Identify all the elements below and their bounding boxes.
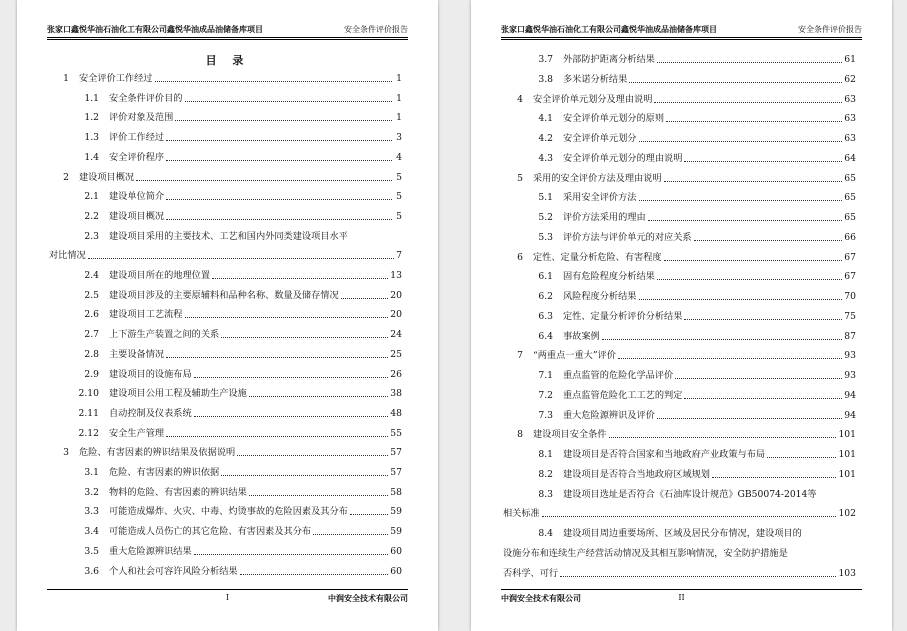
toc-entry: [503, 268, 856, 282]
header-company: 张家口鑫悦华油石油化工有限公司鑫悦华油成品油储备库项目: [501, 24, 717, 34]
toc-leader-dots: [249, 393, 388, 397]
toc-entry-page: 7: [396, 250, 402, 262]
toc-entry: [503, 150, 856, 164]
toc-entry: [503, 209, 856, 223]
toc-entry: [503, 367, 856, 381]
toc-entry-number: 1.3: [84, 132, 99, 144]
toc-entry-page: 63: [844, 133, 856, 144]
toc-entry-title: 重点监管危险化工工艺的判定: [563, 389, 683, 401]
toc-entry: [503, 110, 856, 124]
toc-entry: [49, 543, 402, 557]
toc-leader-dots: [664, 257, 843, 261]
toc-entry-page: 60: [390, 545, 402, 557]
toc-leader-dots: [194, 551, 389, 555]
toc-entry-title: 建设项目概况: [79, 171, 135, 183]
toc-entry-title: 建设项目采用的主要技术、工艺和国内外同类建设项目水平: [109, 230, 348, 242]
toc-entry: [503, 328, 856, 342]
toc-entry-number: 2.11: [78, 407, 99, 419]
toc-entry-title: 定性、定量分析评价分析结果: [563, 310, 683, 322]
toc-entry-page: 67: [844, 251, 856, 263]
toc-entry-number: 4.2: [538, 133, 553, 144]
toc-entry-page: 93: [844, 350, 856, 362]
toc-entry: [503, 71, 856, 85]
toc-entry-title: 建设项目涉及的主要原辅料和品种名称、数量及储存情况: [109, 289, 339, 301]
toc-entry-page: 66: [844, 231, 856, 243]
toc-entry-number: 3.1: [84, 467, 99, 478]
toc-entry-number: 8: [517, 429, 523, 441]
toc-entry-page: 48: [390, 407, 402, 419]
toc-entry-continuation: [503, 505, 856, 519]
toc-entry-title: 可能造成人员伤亡的其它危险、有害因素及其分布: [109, 526, 312, 538]
toc-entry-number: 2.1: [84, 191, 99, 203]
toc-entry-number: 4.1: [538, 113, 553, 125]
toc-entry-number: 4: [517, 93, 523, 105]
toc-leader-dots: [602, 336, 843, 340]
toc-entry-page: 93: [844, 370, 856, 381]
toc-entry-title: 定性、定量分析危险、有害程度: [533, 251, 662, 263]
toc-entry-page: 1: [396, 112, 402, 124]
toc-entry-number: 6.1: [538, 271, 553, 283]
toc-entry-title: 建设项目是否符合国家和当地政府产业政策与布局: [563, 449, 766, 460]
toc-entry-page: 5: [396, 171, 402, 183]
toc-entry-page: 102: [838, 508, 856, 520]
toc-entry-page: 70: [844, 291, 856, 302]
toc-entry-title: 采用安全评价方法: [563, 192, 637, 204]
toc-entry: [49, 385, 402, 399]
toc-entry-page: 57: [390, 447, 402, 459]
toc-entry-number: 4.3: [538, 152, 553, 164]
toc-entry-title: 重大危险源辨识结果: [109, 545, 192, 557]
toc-leader-dots: [341, 295, 389, 299]
toc-leader-dots: [240, 571, 389, 575]
toc-entry-page: 101: [838, 429, 856, 441]
toc-entry-number: 1.1: [84, 92, 99, 104]
toc-entry-page: 5: [396, 210, 402, 222]
toc-entry-number: 2.2: [84, 210, 99, 222]
header-report-title: 安全条件评价报告: [798, 25, 862, 34]
toc-entry: [49, 70, 402, 84]
toc-entry-number: 5.2: [538, 212, 553, 223]
toc-entry: [503, 288, 856, 302]
toc-entry: [503, 170, 856, 184]
toc-entry-title: 建设项目是否符合当地政府区域规划: [563, 468, 710, 480]
toc-leader-dots: [560, 573, 836, 577]
toc-leader-dots: [648, 217, 843, 221]
toc-entry-page: 75: [844, 310, 856, 322]
toc-entry-title: 建设项目的设施布局: [109, 368, 192, 380]
toc-entry-title: 多米诺分析结果: [563, 73, 628, 85]
toc-entry-title: 安全生产管理: [109, 427, 165, 439]
toc-leader-dots: [166, 157, 392, 161]
toc-entry-number: 2.9: [84, 368, 99, 380]
header-rule: [501, 37, 862, 40]
toc-entry-title: 建设项目选址是否符合《石油库设计规范》GB50074-2014等: [563, 488, 817, 500]
toc-entry-number: 3.7: [538, 54, 553, 65]
toc-entry: [503, 130, 856, 144]
toc-entry-title: 建设项目工艺流程: [109, 309, 183, 321]
toc-entry: [49, 208, 402, 222]
toc-entry-number: 3: [63, 447, 69, 459]
toc-entry-page: 24: [390, 329, 402, 341]
toc-entry: [49, 326, 402, 340]
toc-leader-dots: [221, 334, 388, 338]
toc-entry: [49, 523, 402, 537]
footer-rule: [47, 589, 408, 590]
toc-entry-page: 60: [390, 565, 402, 577]
toc-entry: [503, 91, 856, 105]
toc-entry-number: 1: [63, 73, 69, 84]
toc-entry-page: 61: [844, 54, 856, 65]
toc-title: 目 录: [205, 54, 250, 67]
toc-entry-number: 2.10: [78, 388, 99, 400]
toc-entry-number: 2.7: [84, 329, 99, 341]
toc-leader-dots: [194, 413, 389, 417]
toc-entry: [49, 267, 402, 281]
toc-entry-number: 7.2: [538, 389, 553, 401]
toc-leader-dots: [136, 177, 392, 181]
toc-entry-title: 主要设备情况: [109, 348, 165, 360]
toc-leader-dots: [609, 434, 837, 438]
toc-entry: [49, 503, 402, 517]
toc-entry: [49, 346, 402, 360]
toc-entry: [503, 486, 856, 500]
toc-entry: [503, 229, 856, 243]
toc-entry-number: 3.5: [84, 545, 99, 557]
toc-entry: [49, 444, 402, 458]
toc-leader-dots: [684, 316, 842, 320]
toc-entry-title: 安全评价工作经过: [79, 73, 153, 84]
toc-entry-number: 2.8: [84, 348, 99, 360]
toc-entry-page: 94: [844, 409, 856, 421]
toc-entry-number: 5.3: [538, 231, 553, 243]
toc-entry-title: 固有危险程度分析结果: [563, 271, 655, 283]
toc-entry-number: 3.2: [84, 486, 99, 498]
toc-entry-page: 63: [844, 113, 856, 125]
toc-entry-title: 评价对象及范围: [109, 112, 174, 124]
toc-leader-dots: [194, 374, 389, 378]
toc-entry-number: 6.4: [538, 330, 553, 342]
toc-entry-page: 87: [844, 330, 856, 342]
toc-entry-page: 20: [390, 289, 402, 301]
toc-entry-page: 94: [844, 389, 856, 401]
toc-leader-dots: [629, 79, 842, 83]
page-number: I: [225, 593, 230, 602]
toc-entry-page: 59: [390, 526, 402, 538]
toc-entry: [503, 446, 856, 460]
toc-entry: [503, 347, 856, 361]
toc-entry-page: 57: [390, 467, 402, 478]
toc-entry-page: 38: [390, 388, 402, 400]
toc-entry-number: 7: [517, 350, 523, 362]
toc-entry-page: 62: [844, 73, 856, 85]
toc-entry: [49, 228, 402, 242]
toc-entry: [49, 169, 402, 183]
toc-entry-title: 自动控制及仪表系统: [109, 407, 192, 419]
toc-entry-page: 65: [844, 172, 856, 184]
toc-entry-page: 67: [844, 271, 856, 283]
header-report-title: 安全条件评价报告: [344, 25, 408, 34]
toc-entry-number: 6.2: [538, 291, 553, 302]
footer-rule: [501, 589, 862, 590]
toc-leader-dots: [618, 355, 842, 359]
toc-entry-title: 评价工作经过: [109, 132, 165, 144]
toc-entry: [49, 188, 402, 202]
toc-leader-dots: [684, 158, 842, 162]
toc-entry: [49, 287, 402, 301]
toc-entry-number: 2.6: [84, 309, 99, 321]
toc-entry-number: 8.3: [538, 488, 553, 500]
toc-leader-dots: [166, 137, 392, 141]
toc-leader-dots: [221, 472, 388, 476]
toc-entry-number: 3.6: [84, 565, 99, 577]
toc-leader-dots: [657, 59, 842, 63]
toc-entry-title: 建设项目所在的地理位置: [109, 270, 211, 281]
toc-entry: [503, 525, 856, 539]
toc-entry-title-continued: 相关标准: [503, 508, 540, 520]
toc-entry-continuation: [49, 247, 402, 261]
toc-leader-dots: [249, 492, 388, 496]
toc-entry-title: 安全评价单元划分及理由说明: [533, 93, 653, 105]
page-number: II: [678, 593, 685, 602]
toc-entry-title: 建设项目周边重要场所、区域及居民分布情况，建设项目的: [563, 528, 802, 539]
toc-entry-number: 8.1: [538, 449, 553, 460]
toc-leader-dots: [166, 354, 388, 358]
toc-entry-number: 8.4: [538, 528, 553, 539]
toc-leader-dots: [212, 275, 388, 279]
toc-entry-title: 安全评价程序: [109, 151, 165, 163]
toc-entry-number: 2.3: [84, 230, 99, 242]
toc-entry: [503, 426, 856, 440]
toc-entry-page: 103: [838, 567, 856, 579]
toc-entry-number: 2.5: [84, 289, 99, 301]
toc-entry-title: 评价方法采用的理由: [563, 212, 646, 223]
toc-entry-page: 59: [390, 506, 402, 518]
toc-entry-page: 55: [390, 427, 402, 439]
toc-entry-title: 重大危险源辨识及评价: [563, 409, 655, 421]
toc-entry-number: 3.8: [538, 73, 553, 85]
toc-entry: [503, 51, 856, 65]
toc-entry-number: 2.12: [78, 427, 99, 439]
toc-leader-dots: [175, 117, 392, 121]
toc-entry-page: 63: [844, 93, 856, 105]
toc-entry: [49, 129, 402, 143]
toc-leader-dots: [666, 118, 842, 122]
toc-entry-page: 13: [390, 270, 402, 281]
toc-leader-dots: [657, 276, 842, 280]
toc-entry-title-continued: 否科学、可行: [503, 567, 559, 579]
toc-entry-title: 评价方法与评价单元的对应关系: [563, 231, 692, 243]
toc-entry: [49, 405, 402, 419]
toc-entry: [503, 308, 856, 322]
toc-entry-title: 个人和社会可容许风险分析结果: [109, 565, 238, 577]
toc-entry-title: 建设项目概况: [109, 210, 165, 222]
page-left: [17, 0, 438, 631]
toc-entry-title: 风险程度分析结果: [563, 291, 637, 302]
toc-entry-page: 5: [396, 191, 402, 203]
toc-entry-title: 危险、有害因素的辨识依据: [109, 467, 220, 478]
toc-entry: [49, 464, 402, 478]
toc-entry: [49, 425, 402, 439]
toc-entry: [503, 249, 856, 263]
toc-entry-page: 101: [838, 449, 856, 460]
toc-entry-number: 2: [63, 171, 69, 183]
toc-entry-number: 6: [517, 251, 523, 263]
toc-leader-dots: [185, 314, 389, 318]
footer-company: 中润安全技术有限公司: [328, 593, 408, 603]
toc-entry-page: 20: [390, 309, 402, 321]
toc-leader-dots: [88, 255, 394, 259]
toc-entry-page: 101: [838, 468, 856, 480]
toc-leader-dots: [542, 513, 837, 517]
toc-leader-dots: [350, 511, 388, 515]
toc-entry-number: 7.1: [538, 370, 553, 381]
toc-entry: [49, 366, 402, 380]
toc-entry-number: 3.4: [84, 526, 99, 538]
toc-entry-number: 8.2: [538, 468, 553, 480]
toc-entry-number: 5: [517, 172, 523, 184]
toc-leader-dots: [657, 415, 842, 419]
toc-leader-dots: [712, 474, 836, 478]
toc-entry-title: 安全评价单元划分的原则: [563, 113, 665, 125]
toc-entry: [503, 387, 856, 401]
toc-entry-number: 3.3: [84, 506, 99, 518]
toc-entry: [49, 109, 402, 123]
toc-entry-title: 安全评价单元划分: [563, 133, 637, 144]
toc-entry-title: 物料的危险、有害因素的辨识结果: [109, 486, 247, 498]
toc-entry-page: 65: [844, 212, 856, 223]
toc-entry-title-continued: 设施分布和连续生产经营活动情况及其相互影响情况，安全防护措施是: [503, 547, 788, 559]
toc-leader-dots: [237, 452, 388, 456]
toc-leader-dots: [155, 78, 393, 82]
toc-entry-title: 上下游生产装置之间的关系: [109, 329, 220, 341]
toc-entry-number: 5.1: [538, 192, 553, 204]
page-right: [471, 0, 892, 631]
toc-entry-title: 安全评价单元划分的理由说明: [563, 152, 683, 164]
toc-entry-title: 建设项目公用工程及辅助生产设施: [109, 388, 247, 400]
toc-entry: [503, 189, 856, 203]
toc-entry: [49, 563, 402, 577]
toc-entry: [49, 149, 402, 163]
toc-entry-number: 1.4: [84, 151, 99, 163]
toc-entry-page: 64: [844, 152, 856, 164]
toc-leader-dots: [639, 138, 843, 142]
toc-entry-page: 25: [390, 348, 402, 360]
toc-leader-dots: [654, 99, 842, 103]
toc-entry-title: 可能造成爆炸、火灾、中毒、灼烫事故的危险因素及其分布: [109, 506, 348, 518]
footer-company: 中润安全技术有限公司: [501, 593, 581, 603]
toc-entry-page: 26: [390, 368, 402, 380]
toc-entry-page: 58: [390, 486, 402, 498]
toc-entry-title: 安全条件评价目的: [109, 92, 183, 104]
toc-leader-dots: [639, 197, 843, 201]
toc-leader-dots: [664, 178, 843, 182]
toc-entry: [49, 484, 402, 498]
toc-entry-continuation: [503, 545, 856, 559]
toc-leader-dots: [185, 98, 393, 102]
toc-leader-dots: [639, 296, 843, 300]
toc-entry-number: 1.2: [84, 112, 99, 124]
toc-leader-dots: [166, 196, 392, 200]
toc-entry-title: 建设项目安全条件: [533, 429, 607, 441]
toc-entry: [503, 466, 856, 480]
toc-leader-dots: [694, 237, 843, 241]
toc-entry-page: 3: [396, 132, 402, 144]
toc-entry-page: 1: [396, 73, 402, 84]
toc-entry: [49, 90, 402, 104]
toc-entry-title: 采用的安全评价方法及理由说明: [533, 172, 662, 184]
toc-entry-page: 65: [844, 192, 856, 204]
toc-entry-title: 外部防护距离分析结果: [563, 54, 655, 65]
header-rule: [47, 37, 408, 40]
toc-leader-dots: [767, 454, 836, 458]
toc-entry-title: 重点监管的危险化学品评价: [563, 370, 674, 381]
toc-leader-dots: [166, 216, 392, 220]
toc-entry-title-continued: 对比情况: [49, 250, 86, 262]
toc-entry-title: 事故案例: [563, 330, 600, 342]
toc-entry-title: 危险、有害因素的辨识结果及依据说明: [79, 447, 236, 459]
toc-leader-dots: [675, 375, 842, 379]
toc-entry-title: 建设单位简介: [109, 191, 165, 203]
toc-entry-number: 6.3: [538, 310, 553, 322]
toc-entry-page: 1: [396, 92, 402, 104]
toc-entry-number: 2.4: [84, 270, 99, 281]
toc-entry: [49, 306, 402, 320]
toc-entry-continuation: [503, 565, 856, 579]
toc-entry-page: 4: [396, 151, 402, 163]
toc-entry: [503, 407, 856, 421]
toc-entry-title: “两重点一重大”评价: [533, 350, 616, 362]
toc-entry-number: 7.3: [538, 409, 553, 421]
header-company: 张家口鑫悦华油石油化工有限公司鑫悦华油成品油储备库项目: [47, 24, 263, 34]
toc-leader-dots: [313, 531, 388, 535]
toc-leader-dots: [684, 395, 842, 399]
toc-leader-dots: [166, 433, 388, 437]
